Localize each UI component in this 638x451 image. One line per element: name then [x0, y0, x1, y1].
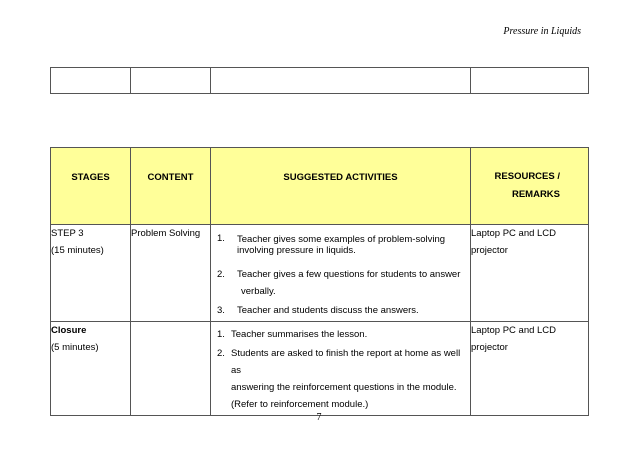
lesson-plan-table	[50, 147, 589, 416]
resources-line: projector	[471, 342, 508, 353]
list-number: 1.	[217, 329, 225, 340]
activity-text-line: Teacher gives some examples of problem-solving	[237, 234, 446, 245]
page-header-title: Pressure in Liquids	[503, 26, 581, 37]
activities-list	[211, 225, 470, 319]
resources-line: Laptop PC and LCD	[471, 228, 557, 239]
list-number: 2.	[217, 269, 225, 280]
table-row	[51, 322, 589, 416]
activity-text-line: Students are asked to finish the report at home as well as	[231, 348, 461, 376]
activity-text-line: verbally.	[241, 286, 276, 297]
activity-text-line: answering the reinforcement questions in the module.	[231, 382, 457, 393]
activity-text-line: Teacher gives a few questions for students to answer	[237, 269, 461, 280]
stage-name: Closure	[51, 325, 87, 336]
list-item	[215, 233, 466, 256]
stage-time: (5 minutes)	[51, 342, 99, 353]
resources-line: Laptop PC and LCD	[471, 325, 557, 336]
activity-text-line: involving pressure in liquids.	[237, 245, 356, 256]
resources-line: projector	[471, 245, 508, 256]
header-resources-line2: REMARKS	[511, 189, 560, 200]
empty-cell	[471, 68, 589, 94]
content-text: Problem Solving	[131, 228, 201, 239]
content-cell	[131, 225, 211, 322]
activities-cell	[211, 225, 471, 322]
stage-name: STEP 3	[51, 228, 84, 239]
empty-cell	[51, 68, 131, 94]
list-number: 2.	[217, 348, 225, 359]
header-resources-line1: RESOURCES /	[494, 171, 560, 182]
continuation-table	[50, 67, 589, 94]
list-item	[215, 302, 466, 319]
list-number: 1.	[217, 233, 225, 244]
page-number: 7	[316, 412, 322, 423]
list-item	[215, 266, 466, 300]
stage-time: (15 minutes)	[51, 245, 104, 256]
resources-cell	[471, 322, 589, 416]
header-resources	[471, 148, 589, 225]
header-content: CONTENT	[131, 148, 211, 225]
empty-cell	[211, 68, 471, 94]
list-number: 3.	[217, 305, 225, 316]
empty-cell	[131, 68, 211, 94]
activities-list	[211, 322, 470, 413]
header-stages: STAGES	[51, 148, 131, 225]
stage-cell	[51, 322, 131, 416]
list-item	[215, 326, 466, 343]
activities-cell	[211, 322, 471, 416]
resources-cell	[471, 225, 589, 322]
stage-cell	[51, 225, 131, 322]
table-row	[51, 68, 589, 94]
activity-text-line: Teacher summarises the lesson.	[231, 329, 368, 340]
activity-text-line: (Refer to reinforcement module.)	[231, 399, 369, 410]
list-item	[215, 345, 466, 413]
activity-text-line: Teacher and students discuss the answers.	[237, 305, 419, 316]
table-row	[51, 225, 589, 322]
content-cell	[131, 322, 211, 416]
header-activities: SUGGESTED ACTIVITIES	[211, 148, 471, 225]
table-header-row	[51, 148, 589, 225]
